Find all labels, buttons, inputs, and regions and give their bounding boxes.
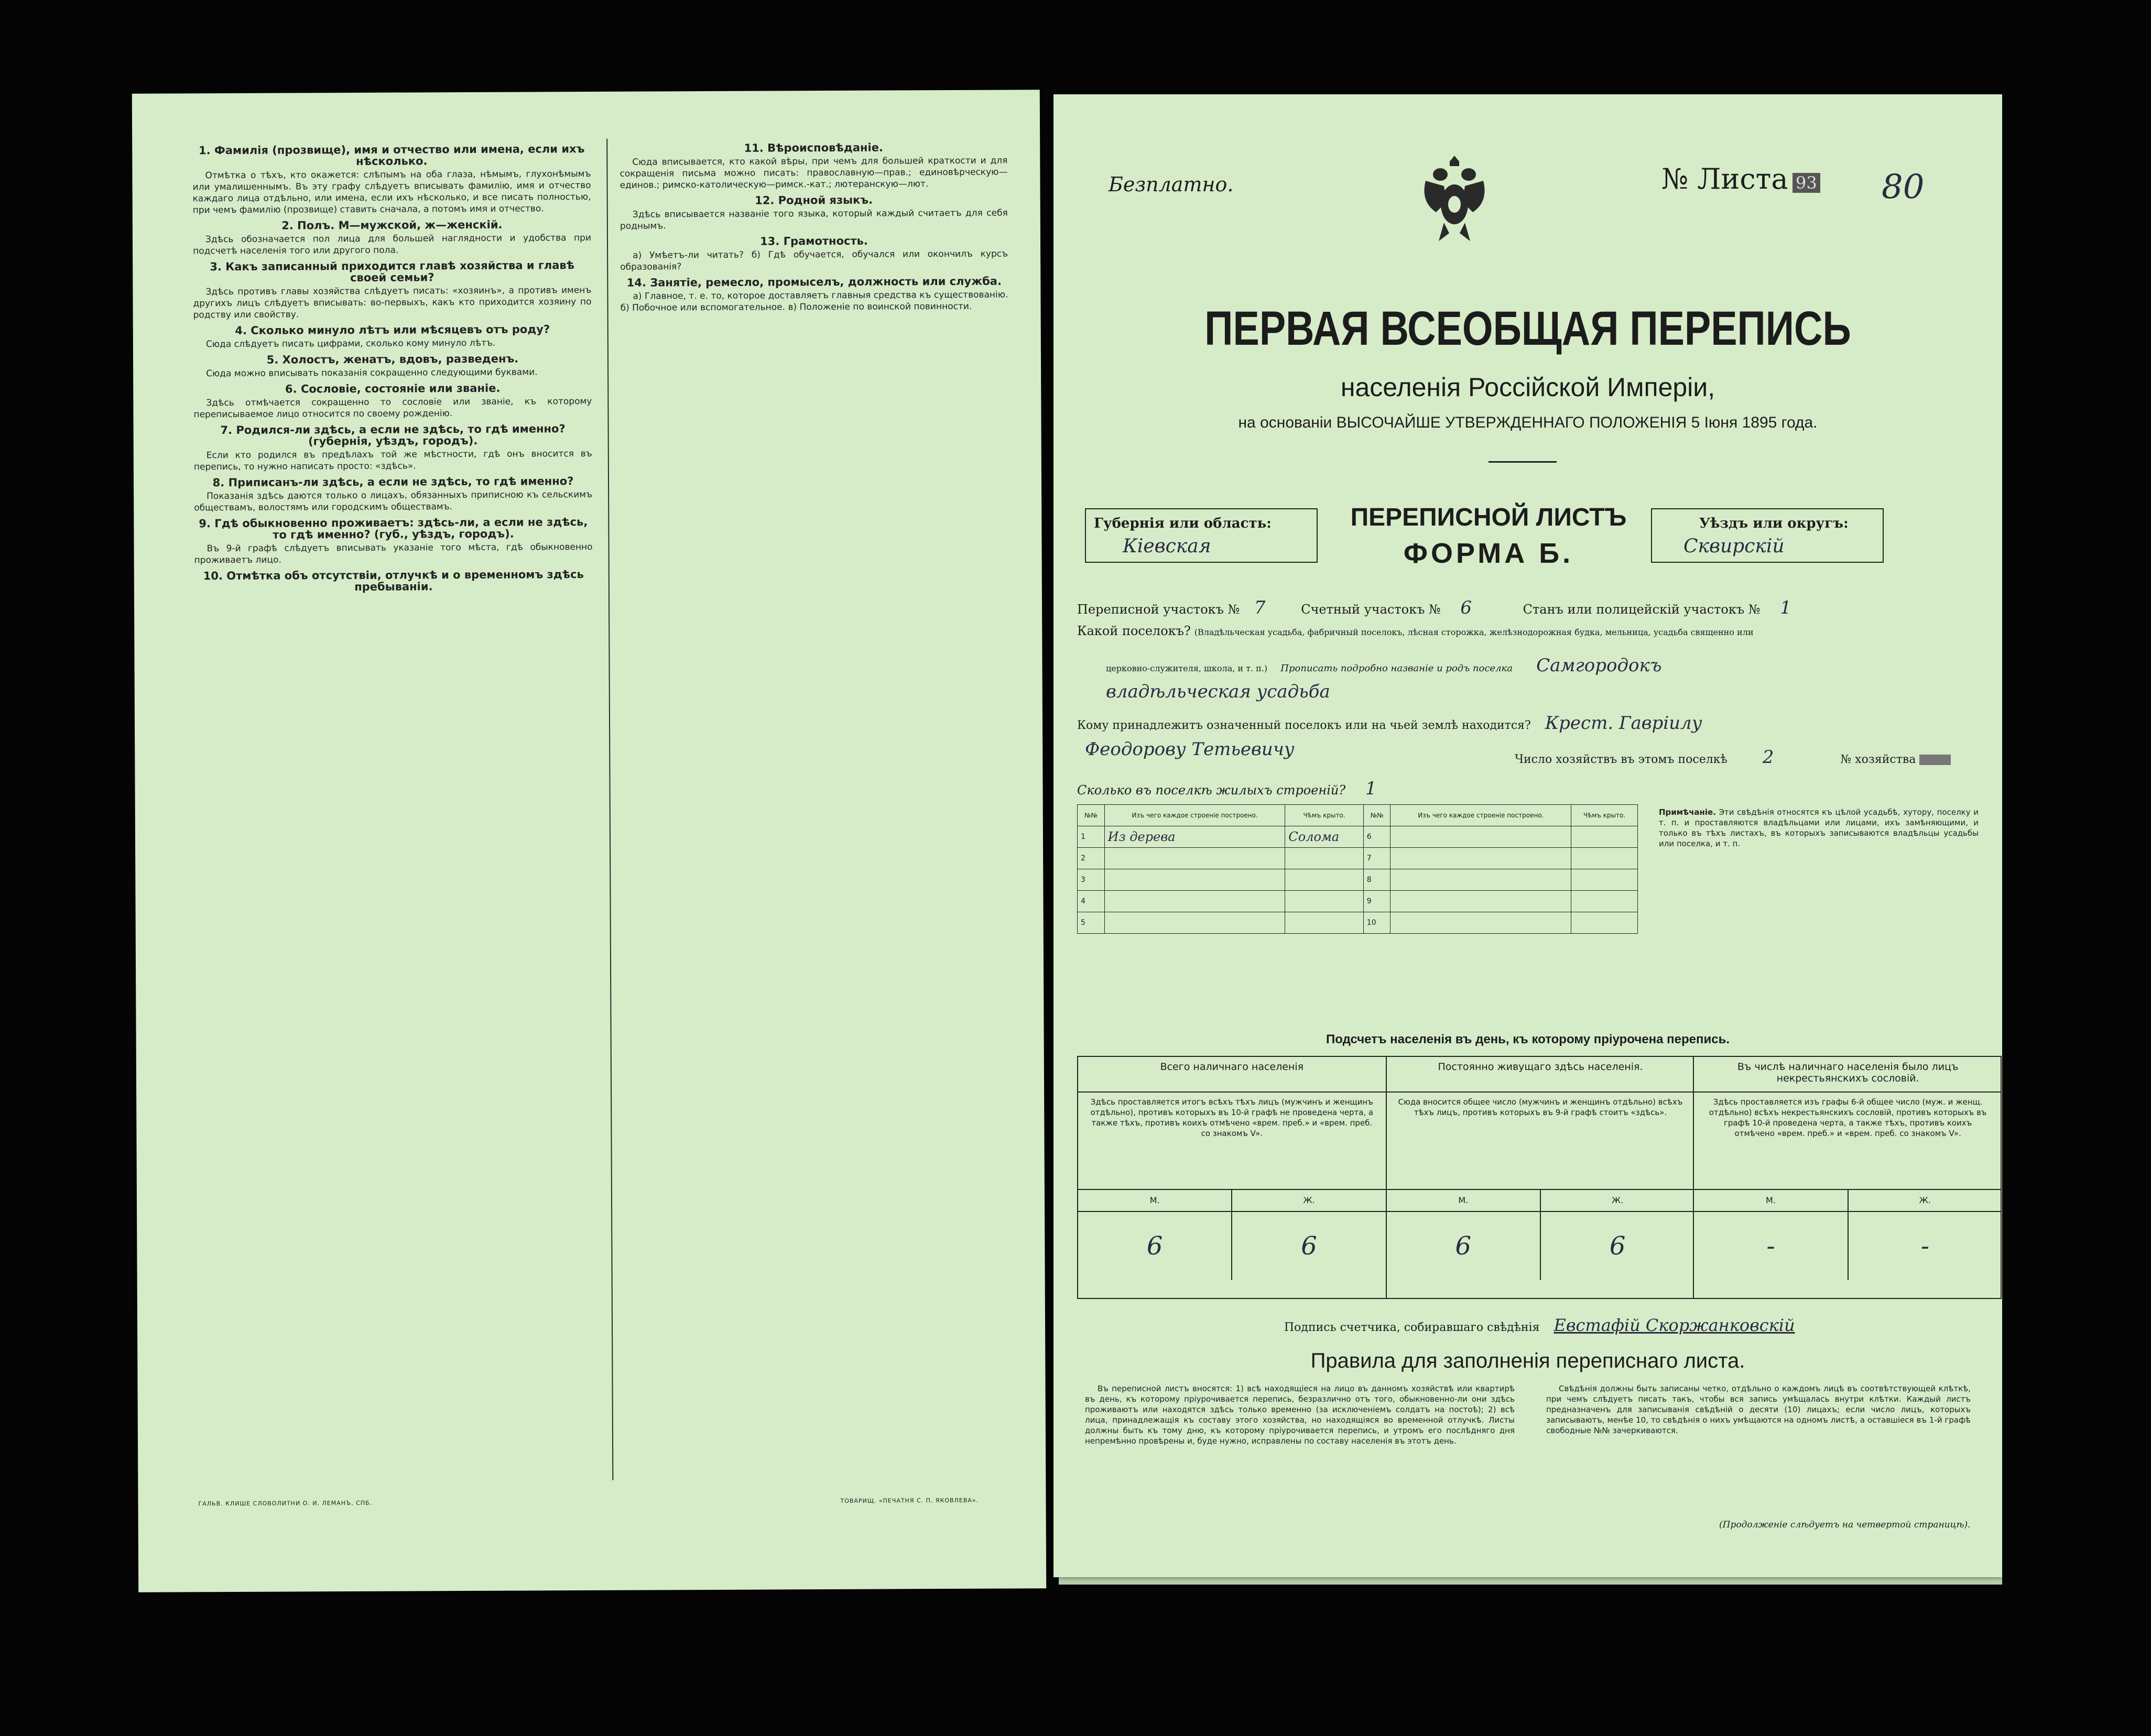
buildings-cell: 4 xyxy=(1078,891,1105,912)
households-line xyxy=(1515,747,1951,768)
section-text: Здѣсь противъ главы хозяйства слѣдуетъ писать: «хозяинъ», а противъ именъ другихъ лицъ слѣдуетъ вписывать: во-первыхъ, какъ кто приходится хозяину по родству или свойству. xyxy=(193,285,592,321)
count-column xyxy=(1078,1057,1386,1298)
buildings-row xyxy=(1078,848,1638,869)
male-label: М. xyxy=(1694,1190,1848,1211)
column-divider xyxy=(606,139,613,1480)
buildings-cell: 10 xyxy=(1363,912,1390,934)
buildings-cell: 5 xyxy=(1078,912,1105,934)
left-page-instructions xyxy=(132,90,1046,1592)
count-column-desc: Сюда вносится общее число (мужчинъ и женщинъ отдѣльно) всѣхъ тѣхъ лицъ, противъ которыхъ въ 9-й графѣ стоитъ «здѣсь». xyxy=(1398,1097,1683,1117)
male-count: 6 xyxy=(1387,1212,1541,1280)
census-plot-line xyxy=(1077,597,1791,618)
buildings-cell xyxy=(1104,891,1285,912)
buildings-cell: 8 xyxy=(1363,869,1390,891)
signature-label: Подпись счетчика, собиравшаго свѣдѣнія xyxy=(1284,1321,1540,1334)
buildings-cell xyxy=(1285,891,1363,912)
district-box xyxy=(1651,508,1884,563)
section-text: Отмѣтка о тѣхъ, кто окажется: слѣпымъ на оба глаза, нѣмымъ, глухонѣмымъ или умалишеннымъ. Въ эту графу слѣдуетъ вписывать фамилію, имя и отчество каждаго лица отдѣльно, или имена, если ихъ нѣсколько, и все писать полностью, при чемъ фамилію (прозвище) ставить сначала, а потомъ имя и отчество. xyxy=(192,168,591,216)
count-column-title: Всего наличнаго населенія xyxy=(1078,1057,1386,1093)
census-plot-label: Переписной участокъ № xyxy=(1077,602,1240,617)
count-values xyxy=(1078,1212,1386,1280)
buildings-cell: Из дерева xyxy=(1104,826,1285,848)
census-basis: на основаніи ВЫСОЧАЙШЕ УТВЕРЖДЕННАГО ПОЛОЖЕНІЯ 5 Іюня 1895 года. xyxy=(1238,414,1818,431)
male-label: М. xyxy=(1387,1190,1541,1211)
buildings-cell: 2 xyxy=(1078,848,1105,869)
buildings-cell xyxy=(1285,869,1363,891)
male-count: 6 xyxy=(1078,1212,1232,1280)
buildings-header-cell: Изъ чего каждое строеніе построено. xyxy=(1390,805,1571,826)
count-column-title: Постоянно живущаго здѣсь населенія. xyxy=(1387,1057,1694,1093)
buildings-table xyxy=(1077,804,1638,934)
household-no-stamp xyxy=(1919,755,1951,765)
section-text: Сюда слѣдуетъ писать цифрами, сколько кому минуло лѣтъ. xyxy=(205,337,496,350)
section-text: Здѣсь обозначается пол лица для большей наглядности и удобства при подсчетѣ населенія того или другого пола. xyxy=(193,232,592,257)
buildings-value: 1 xyxy=(1365,778,1377,799)
district-label: Уѣздъ или округъ: xyxy=(1699,516,1849,531)
female-count: 6 xyxy=(1609,1231,1626,1261)
count-values xyxy=(1694,1212,2002,1280)
buildings-cell xyxy=(1104,848,1285,869)
female-count: 6 xyxy=(1301,1231,1317,1261)
buildings-cell: 6 xyxy=(1363,826,1390,848)
continued-note: (Продолженіе слѣдуетъ на четвертой страницѣ). xyxy=(1719,1520,1971,1530)
section-text: Сюда можно вписывать показанія сокращенно следующими буквами. xyxy=(206,367,538,379)
sheet-number-label: № Листа xyxy=(1661,162,1788,195)
female-count: - xyxy=(1920,1231,1929,1261)
police-plot-label: Станъ или полицейскій участокъ № xyxy=(1523,602,1761,617)
settlement-hint-line xyxy=(1106,655,1661,676)
count-column-desc: Здѣсь проставляется изъ графы 6-й общее число (муж. и женщ. отдѣльно) всѣхъ некрестьянскихъ сословій, противъ которыхъ въ графѣ 10-й проведена черта, а также тѣхъ, противъ коихъ отмѣчено «врем. преб.» и «врем. преб. со знакомъ V». xyxy=(1709,1097,1987,1138)
buildings-cell xyxy=(1571,848,1638,869)
buildings-label: Сколько въ поселкѣ жилыхъ строеній? xyxy=(1077,783,1346,798)
section-heading: 6. Сословіе, состояніе или званіе. xyxy=(285,381,501,396)
section-text: а) Умѣетъ-ли читать? б) Гдѣ обучается, обучался или окончилъ курсъ образованія? xyxy=(620,248,1008,272)
count-plot-value: 6 xyxy=(1460,597,1472,618)
household-no-label: № хозяйства xyxy=(1840,753,1916,766)
right-footer-imprint: ТОВАРИЩ. «ПЕЧАТНЯ С. П. ЯКОВЛЕВА». xyxy=(840,1497,979,1504)
female-label: Ж. xyxy=(1919,1195,1931,1205)
buildings-cell: 7 xyxy=(1363,848,1390,869)
buildings-header-cell: Чѣмъ крыто. xyxy=(1571,805,1638,826)
count-column xyxy=(1386,1057,1694,1298)
female-label: Ж. xyxy=(1303,1195,1315,1205)
sheet-number-stamp: 93 xyxy=(1792,173,1820,193)
rules-left-column xyxy=(1085,1383,1515,1448)
buildings-cell: 9 xyxy=(1363,891,1390,912)
settlement-hint-2: церковно-служителя, школа, и т. п.) xyxy=(1106,663,1268,673)
section-heading: 14. Занятіе, ремесло, промыселъ, должность или служба. xyxy=(626,275,1002,289)
population-count-table xyxy=(1077,1056,2002,1299)
buildings-cell xyxy=(1571,869,1638,891)
section-heading: 8. Приписанъ-ли здѣсь, а если не здѣсь, то гдѣ именно? xyxy=(212,475,574,489)
households-label: Число хозяйствъ въ этомъ поселкѣ xyxy=(1515,753,1728,766)
buildings-cell xyxy=(1390,891,1571,912)
section-heading: 11. Вѣроисповѣданіе. xyxy=(744,141,883,155)
section-heading: 1. Фамилія (прозвище), имя и отчество или имена, если ихъ нѣсколько. xyxy=(199,143,585,168)
note-block xyxy=(1659,807,1979,849)
buildings-cell xyxy=(1390,826,1571,848)
buildings-cell xyxy=(1571,891,1638,912)
owner-line xyxy=(1077,713,1702,734)
section-heading: 13. Грамотность. xyxy=(760,234,868,248)
section-text: Сюда вписывается, кто какой вѣры, при чемъ для большей краткости и для сокращенія письма можно писать: православную—прав.; единовѣрческую—единов.; римско-католическую—римск.-кат.; лютеранскую—лют. xyxy=(620,155,1008,191)
imperial-eagle-emblem xyxy=(1415,149,1494,249)
buildings-line xyxy=(1077,778,1377,799)
instructions-column-1 xyxy=(192,139,593,595)
note-heading: Примѣчаніе. xyxy=(1659,807,1716,817)
section-heading: 2. Полъ. М—мужской, ж—женскій. xyxy=(281,218,503,232)
buildings-row xyxy=(1078,869,1638,891)
buildings-header-cell: №№ xyxy=(1078,805,1105,826)
count-column-title: Въ числѣ наличнаго населенія было лицъ некрестьянскихъ сословій. xyxy=(1694,1057,2002,1093)
section-heading: 12. Родной языкъ. xyxy=(755,193,873,207)
section-heading: 10. Отмѣтка объ отсутствіи, отлучкѣ и о временномъ здѣсь пребываніи. xyxy=(203,568,584,593)
rules-right-text: Свѣдѣнія должны быть записаны четко, отдѣльно о каждомъ лицѣ въ соотвѣтствующей клѣткѣ, при чемъ слѣдуетъ писать такъ, чтобы вся запись умѣщалась внутри клѣтки. Каждый листъ предназначенъ для записыванія свѣдѣній о десяти (10) лицахъ; если число лицъ, которыхъ записываютъ, менѣе 10, то свѣдѣнія о нихъ умѣщаются на одномъ листѣ, а оставшіеся въ 1-й графѣ свободные №№ зачеркиваются. xyxy=(1546,1384,1971,1435)
buildings-cell xyxy=(1390,912,1571,934)
settlement-label: Какой поселокъ? xyxy=(1077,624,1191,638)
settlement-line xyxy=(1077,624,1754,638)
section-heading: 5. Холостъ, женатъ, вдовъ, разведенъ. xyxy=(266,352,519,366)
count-column xyxy=(1693,1057,2002,1298)
title-divider xyxy=(1489,461,1557,463)
signature-value: Евстафій Скоржанковскій xyxy=(1554,1315,1795,1335)
buildings-row xyxy=(1078,912,1638,934)
buildings-header-row xyxy=(1078,805,1638,826)
section-text: Если кто родился въ предѣлахъ той же мѣстности, гдѣ онъ вносится въ перепись, то нужно написать просто: «здѣсь». xyxy=(193,448,592,473)
male-count: - xyxy=(1694,1212,1848,1280)
male-label: М. xyxy=(1078,1190,1232,1211)
signature-line xyxy=(1284,1315,1795,1335)
section-text: Показанія здѣсь даются только о лицахъ, обязанныхъ приписною къ сельскимъ обществамъ, волостямъ или городскимъ обществамъ. xyxy=(194,489,593,514)
owner-label: Кому принадлежитъ означенный поселокъ или на чьей землѣ находится? xyxy=(1077,719,1531,732)
section-text: Здѣсь вписывается названіе того языка, который каждый считаетъ для себя роднымъ. xyxy=(620,208,1008,232)
buildings-cell: 3 xyxy=(1078,869,1105,891)
buildings-cell: 1 xyxy=(1078,826,1105,848)
left-footer-imprint: ГАЛЬВ. КЛИШЕ СЛОВОЛИТНИ О. И. ЛЕМАНЪ, СПБ. xyxy=(198,1499,373,1508)
section-text: а) Главное, т. е. то, которое доставляетъ главныя средства къ существованію. б) Побочное или вспомогательное. в) Положеніе по воинской повинности. xyxy=(620,289,1008,313)
settlement-hint-3: Прописать подробно названіе и родъ поселка xyxy=(1280,663,1513,674)
section-heading: 9. Гдѣ обыкновенно проживаетъ: здѣсь-ли, а если не здѣсь, то гдѣ именно? (губ., уѣздъ, городъ). xyxy=(199,516,588,541)
form-title: ПЕРЕПИСНОЙ ЛИСТЪ xyxy=(1350,504,1627,531)
district-value: Сквирскій xyxy=(1683,536,1785,557)
rules-left-text: Въ переписной листъ вносятся: 1) всѣ находящіеся на лицо въ данномъ хозяйствѣ или квартирѣ въ день, къ которому пріурочивается перепись, безразлично отъ того, обыкновенно-ли они здѣсь проживаютъ или находятся здѣсь только временно (за исключеніемъ солдатъ на постоѣ); 2) всѣ лица, принадлежащія къ составу этого хозяйства, но находящіяся во временной отлучкѣ. Листы должны быть къ тому дню, къ которому пріурочивается перепись, и утромъ его послѣдняго дня непремѣнно провѣрены и, буде нужно, исправлены по составу населенія въ этотъ день. xyxy=(1085,1384,1515,1446)
households-value: 2 xyxy=(1762,747,1774,768)
right-page-census-form xyxy=(1053,94,2002,1577)
section-heading: 3. Какъ записанный приходится главѣ хозяйства и главѣ своей семьи? xyxy=(210,259,575,284)
section-heading: 4. Сколько минуло лѣтъ или мѣсяцевъ отъ роду? xyxy=(235,323,550,337)
buildings-cell xyxy=(1104,912,1285,934)
count-mf-header xyxy=(1387,1189,1694,1212)
section-heading: 7. Родился-ли здѣсь, а если не здѣсь, то гдѣ именно? (губернія, уѣздъ, городъ). xyxy=(220,422,566,448)
buildings-cell xyxy=(1390,848,1571,869)
owner-value: Крест. Гавріилу xyxy=(1545,713,1702,734)
female-label: Ж. xyxy=(1611,1195,1624,1205)
count-plot-label: Счетный участокъ № xyxy=(1301,602,1441,617)
census-title: ПЕРВАЯ ВСЕОБЩАЯ ПЕРЕПИСЬ xyxy=(1204,302,1851,355)
settlement-hint: (Владѣльческая усадьба, фабричный поселокъ, лѣсная сторожка, желѣзнодорожная будка, мельница, усадьба священно или xyxy=(1194,627,1754,637)
rules-right-column xyxy=(1546,1383,1971,1438)
instructions-column-2 xyxy=(620,137,1008,316)
settlement-value: Самгородокъ xyxy=(1536,655,1662,676)
count-column-desc: Здѣсь проставляется итогъ всѣхъ тѣхъ лицъ (мужчинъ и женщинъ отдѣльно), противъ которыхъ въ 10-й графѣ не проведена черта, а также тѣхъ, противъ коихъ отмѣчено «врем. преб.» и «врем. преб. со знакомъ V». xyxy=(1090,1097,1374,1138)
buildings-cell xyxy=(1285,912,1363,934)
note-text: Эти свѣдѣнія относятся къ цѣлой усадьбѣ, хутору, поселку и т. п. и проставляются владѣльцами или лицами, ихъ замѣняющими, и только въ тѣхъ листахъ, въ которыхъ записываются владѣльцы усадьбы или поселка, и т. п. xyxy=(1659,807,1979,848)
rules-title: Правила для заполненія переписнаго листа. xyxy=(1310,1349,1745,1372)
owner-value-2: Феодорову Тетьевичу xyxy=(1085,739,1295,760)
count-title: Подсчетъ населенія въ день, къ которому пріурочена перепись. xyxy=(1326,1032,1730,1046)
buildings-cell xyxy=(1285,848,1363,869)
province-value: Кіевская xyxy=(1123,536,1211,557)
buildings-cell xyxy=(1571,826,1638,848)
buildings-header-cell: Изъ чего каждое строеніе построено. xyxy=(1104,805,1285,826)
buildings-header-cell: №№ xyxy=(1363,805,1390,826)
buildings-cell xyxy=(1571,912,1638,934)
province-label: Губернія или область: xyxy=(1094,516,1272,531)
section-text: Здѣсь отмѣчается сокращенно то сословіе или званіе, къ которому переписываемое лицо относится по своему рожденію. xyxy=(193,396,592,420)
free-label: Безплатно. xyxy=(1109,173,1234,196)
buildings-cell: Солома xyxy=(1285,826,1363,848)
province-box xyxy=(1085,508,1318,563)
buildings-cell xyxy=(1104,869,1285,891)
buildings-row xyxy=(1078,826,1638,848)
settlement-value-2: владѣльческая усадьба xyxy=(1106,681,1330,702)
police-plot-value: 1 xyxy=(1780,597,1791,618)
buildings-cell xyxy=(1390,869,1571,891)
section-text: Въ 9-й графѣ слѣдуетъ вписывать указаніе того мѣста, гдѣ обыкновенно проживаетъ лицо. xyxy=(194,541,593,566)
buildings-header-cell: Чѣмъ крыто. xyxy=(1285,805,1363,826)
census-plot-value: 7 xyxy=(1254,597,1266,618)
buildings-row xyxy=(1078,891,1638,912)
form-subtitle: ФОРМА Б. xyxy=(1403,538,1574,569)
count-mf-header xyxy=(1694,1189,2002,1212)
census-subtitle: населенія Россійской Имперіи, xyxy=(1340,373,1715,402)
count-mf-header xyxy=(1078,1189,1386,1212)
count-values xyxy=(1387,1212,1694,1280)
pencil-number: 80 xyxy=(1882,168,1925,206)
